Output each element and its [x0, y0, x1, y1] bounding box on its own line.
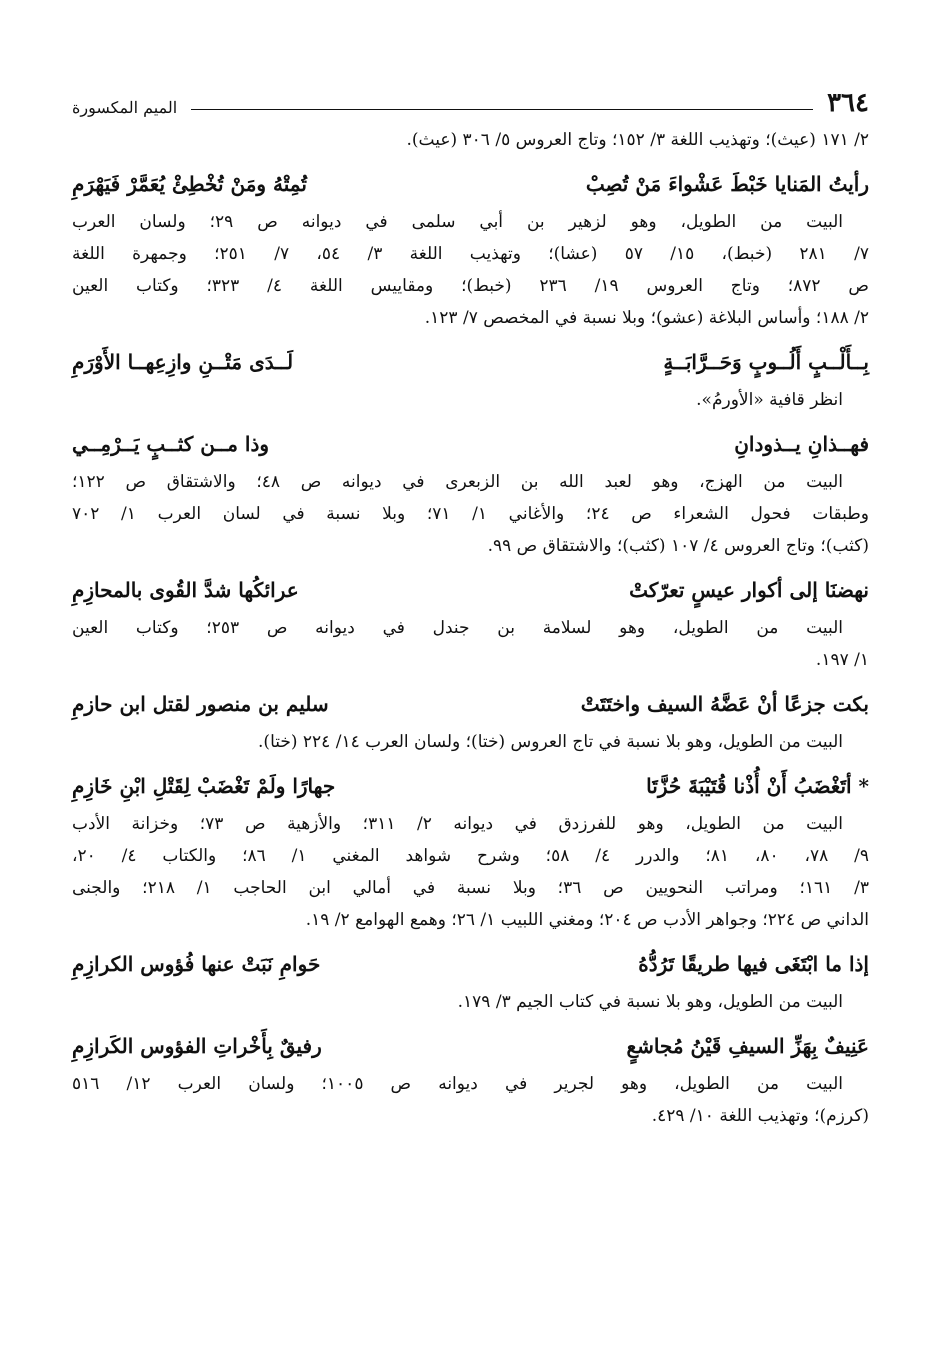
second-hemistich: لَــدَى مَتْــنِ وازِعِهــا الأَوْرَمِ: [72, 350, 294, 374]
reference-line: ٧/ ٢٨١ (خبط)، ١٥/ ٥٧ (عشا)؛ وتهذيب اللغة ٣/ ٥٤، ٧/ ٢٥١؛ وجمهرة اللغة: [72, 244, 869, 264]
verse-entry: [72, 162, 869, 334]
verse-entry: [72, 340, 869, 416]
reference-line: الداني ص ٢٢٤؛ وجواهر الأدب ص ٢٠٤؛ ومغني اللبيب ١/ ٢٦؛ وهمع الهوامع ٢/ ١٩.: [305, 910, 869, 930]
continuation-line: ٢/ ١٧١ (عيث)؛ وتهذيب اللغة ٣/ ١٥٢؛ وتاج العروس ٥/ ٣٠٦ (عيث).: [406, 130, 869, 150]
reference-line: وطبقات فحول الشعراء ص ٢٤؛ والأغاني ١/ ٧١؛ وبلا نسبة في لسان العرب ١/ ٧٠٢: [72, 504, 869, 524]
reference-line: البيت من الطويل، وهو لزهير بن أبي سلمى في ديوانه ص ٢٩؛ ولسان العرب: [72, 212, 843, 232]
first-hemistich: * أتَغْضَبُ أَنْ أُذْنا قُتَيْبَةَ حُزَّتَا: [646, 774, 869, 798]
second-hemistich: جهارًا ولَمْ تَغْضَبْ لِقَتْلِ ابْنِ خَازِمِ: [72, 774, 336, 798]
page-number: ٣٦٤: [827, 88, 869, 118]
reference-line: البيت من الطويل، وهو لجرير في ديوانه ص ١٠٠٥؛ ولسان العرب ١٢/ ٥١٦: [72, 1074, 843, 1094]
verse-line: [72, 422, 869, 466]
verse-line: [72, 942, 869, 986]
header-rule: [191, 109, 813, 110]
reference-line: البيت من الطويل، وهو لسلامة بن جندل في ديوانه ص ٢٥٣؛ وكتاب العين: [72, 618, 843, 638]
verse-entry: [72, 422, 869, 562]
reference-line: ٣/ ١٦١؛ ومراتب النحويين ص ٣٦؛ وبلا نسبة في أمالي ابن الحاجب ١/ ٢١٨؛ والجنى: [72, 878, 869, 898]
verse-entry: [72, 1024, 869, 1132]
reference-note: [72, 1068, 869, 1132]
reference-note: [72, 384, 869, 416]
first-hemistich: رأيتُ المَنايا خَبْطَ عَشْواءَ مَنْ تُصِبْ: [585, 172, 869, 196]
second-hemistich: تُمِتْهُ ومَنْ تُخْطِئْ يُعَمَّرْ فَيَهْرَمِ: [72, 172, 307, 196]
verse-line: [72, 162, 869, 206]
reference-line: انظر قافية «الأورمُ».: [696, 390, 843, 410]
reference-note: [72, 726, 869, 758]
reference-line: البيت من الطويل، وهو بلا نسبة في تاج العروس (ختا)؛ ولسان العرب ١٤/ ٢٢٤ (ختا).: [258, 732, 843, 752]
verse-line: [72, 764, 869, 808]
running-head: الميم المكسورة: [72, 98, 178, 117]
second-hemistich: وذا مــن كثــبٍ يَــرْمِــي: [72, 432, 270, 456]
reference-line: البيت من الهزج، وهو لعبد الله بن الزبعرى في ديوانه ص ٤٨؛ والاشتقاق ص ١٢٢؛: [72, 472, 843, 492]
reference-line: ص ٨٧٢؛ وتاج العروس ١٩/ ٢٣٦ (خبط)؛ ومقاييس اللغة ٤/ ٣٢٣؛ وكتاب العين: [72, 276, 869, 296]
reference-line: ٢/ ١٨٨؛ وأساس البلاغة (عشو)؛ وبلا نسبة في المخصص ٧/ ١٢٣.: [424, 308, 869, 328]
second-hemistich: رفيقٌ بِأَخْراتِ الفؤوس الكَرازِمِ: [72, 1034, 322, 1058]
second-hemistich: سليم بن منصور لقتل ابن حازمِ: [72, 692, 329, 716]
first-hemistich: بِــأَلْــبٍ أَلُــوبٍ وَحَــرَّابَــةٍ: [663, 350, 869, 374]
verse-line: [72, 568, 869, 612]
first-hemistich: بكت جزعًا أنْ عَضَّهُ السيف واختَتَتْ: [580, 692, 869, 716]
first-hemistich: نهضنَا إلى أكوار عيسٍ تعرّكتْ: [629, 578, 869, 602]
reference-note: [72, 612, 869, 676]
verse-entry: [72, 568, 869, 676]
page-header: [72, 80, 869, 116]
reference-line: البيت من الطويل، وهو بلا نسبة في كتاب الجيم ٣/ ١٧٩.: [457, 992, 843, 1012]
verse-line: [72, 682, 869, 726]
first-hemistich: فهــذانِ يــذودانِ: [734, 432, 869, 456]
reference-line: (كرزم)؛ وتهذيب اللغة ١٠/ ٤٢٩.: [651, 1106, 869, 1126]
verse-line: [72, 1024, 869, 1068]
entries-list: [72, 162, 869, 1132]
verse-entry: [72, 942, 869, 1018]
verse-entry: [72, 682, 869, 758]
reference-note: [72, 206, 869, 334]
first-hemistich: عَنِيفٌ بِهَزِّ السيفِ قَيْنُ مُجاشعٍ: [626, 1034, 869, 1058]
reference-note: [72, 466, 869, 562]
reference-line: البيت من الطويل، وهو للفرزدق في ديوانه ٢/ ٣١١؛ والأزهية ص ٧٣؛ وخزانة الأدب: [72, 814, 843, 834]
second-hemistich: حَوامِ نَبَتْ عنها فُؤوس الكرازِمِ: [72, 952, 321, 976]
reference-note: [72, 986, 869, 1018]
verse-line: [72, 340, 869, 384]
first-hemistich: إذا ما ابْتَغَى فيها طريقًا تَرُدُّهُ: [638, 952, 869, 976]
reference-line: ١/ ١٩٧.: [815, 650, 869, 670]
reference-note: [72, 808, 869, 936]
reference-line: (كثب)؛ وتاج العروس ٤/ ١٠٧ (كثب)؛ والاشتقاق ص ٩٩.: [487, 536, 869, 556]
reference-line: ٩/ ٧٨، ٨٠، ٨١؛ والدرر ٤/ ٥٨؛ وشرح شواهد المغني ١/ ٨٦؛ والكتاب ٤/ ٢٠،: [72, 846, 869, 866]
second-hemistich: عرائكُها شدَّ القُوى بالمحازِمِ: [72, 578, 299, 602]
verse-entry: [72, 764, 869, 936]
